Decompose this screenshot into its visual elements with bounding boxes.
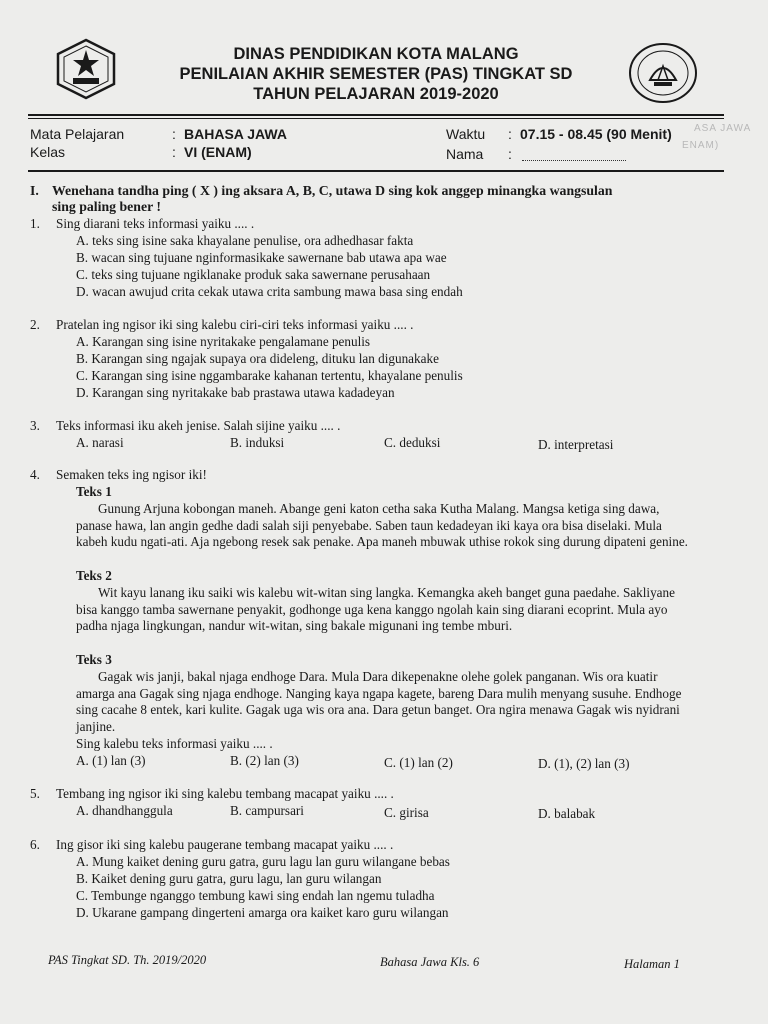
q5-option-d[interactable]: D. balabak: [538, 806, 596, 821]
q1-number: 1.: [30, 216, 40, 231]
q4-number: 4.: [30, 467, 40, 482]
q4-text: Semaken teks ing ngisor iki!: [56, 467, 207, 482]
q5-number: 5.: [30, 786, 40, 801]
q4-option-d[interactable]: D. (1), (2) lan (3): [538, 756, 630, 771]
time-label: Waktu: [446, 126, 486, 142]
header-agency: DINAS PENDIDIKAN KOTA MALANG: [233, 45, 519, 63]
q2-option-a[interactable]: A. Karangan sing isine nyritakake pengalamane penulis: [76, 334, 371, 349]
q4-teks1-title: Teks 1: [76, 484, 112, 499]
q5-option-c[interactable]: C. girisa: [384, 805, 429, 820]
q1-option-c[interactable]: C. teks sing tujuane ngiklanake produk saka sawernane perusahaan: [76, 267, 431, 282]
footer-subject: Bahasa Jawa Kls. 6: [380, 955, 480, 969]
q4-option-b[interactable]: B. (2) lan (3): [230, 753, 299, 768]
instruction-line-2: sing paling bener !: [52, 199, 161, 214]
q3-option-d[interactable]: D. interpretasi: [538, 437, 614, 452]
q4-teks2-paragraph: Wit kayu lanang iku saiki wis kalebu wit-witan sing langka. Kemangka akeh banget guna paedahe. Sakliyane bisa kanggo tamba sawernane penyakit, godhonge uga kena kanggo ngolah kain sing diarani ecoprint. Mula ayo padha njaga lingkungan, nandur wit-witan, sing bakale migunani ing tembe mburi.: [76, 585, 675, 633]
footer-exam-info: PAS Tingkat SD. Th. 2019/2020: [48, 953, 207, 967]
header-exam-title: PENILAIAN AKHIR SEMESTER (PAS) TINGKAT SD: [179, 65, 573, 83]
instruction-line-1: Wenehana tandha ping ( X ) ing aksara A, B, C, utawa D sing kok anggep minangka wangsulan: [52, 183, 613, 198]
stamp-text-2: ENAM): [682, 140, 720, 151]
q4-option-c[interactable]: C. (1) lan (2): [384, 755, 453, 770]
instruction-number: I.: [30, 183, 39, 198]
q2-option-b[interactable]: B. Karangan sing ngajak supaya ora dideleng, dituku lan digunakake: [76, 351, 439, 366]
name-label: Nama: [446, 146, 484, 162]
q4-teks1-paragraph: Gunung Arjuna kobongan maneh. Abange geni katon cetha saka Kutha Malang. Mangsa ketiga sing dawa, panase hawa, lan angin gedhe dadi salah siji penyebabe. Saben taun kedadeyan iki kaya ora bisa diselaki. Mula kabeh kudu ngati-ati. Aja ngebong resek sak penake. Apa maneh mbuwak uthise rokok sing durung dipateni genine.: [76, 501, 688, 549]
q5-option-b[interactable]: B. campursari: [230, 803, 304, 818]
q4-teks2-title: Teks 2: [76, 568, 112, 583]
q3-option-c[interactable]: C. deduksi: [384, 435, 441, 450]
q2-option-c[interactable]: C. Karangan sing isine nggambarake kahanan tertentu, khayalane penulis: [76, 368, 463, 383]
time-value: 07.15 - 08.45 (90 Menit): [520, 126, 672, 142]
q5-option-a[interactable]: A. dhandhanggula: [76, 803, 173, 818]
q4-teks3-paragraph: Gagak wis janji, bakal njaga endhoge Dara. Mula Dara dikepenakne olehe golek panganan. Wis ora kuatir amarga ana Gagak sing njaga endhoge. Nanging kaya ngapa kagete, bareng Dara mulih menyang susuhe. Endhoge sing cacahe 8 entek, kari kulite. Gagak uga wis ora ana. Dara getun banget. Ora ngira menawa Gagak wis nyidrani janjine.: [76, 669, 682, 734]
q1-text: Sing diarani teks informasi yaiku .... .: [56, 216, 255, 231]
q1-option-d[interactable]: D. wacan awujud crita cekak utawa crita sambung mawa basa sing endah: [76, 284, 463, 299]
subject-label: Mata Pelajaran: [30, 126, 125, 142]
subject-value: BAHASA JAWA: [184, 126, 287, 142]
q1-option-a[interactable]: A. teks sing isine saka khayalane penulise, ora adhedhasar fakta: [76, 233, 414, 248]
q6-option-b[interactable]: B. Kaiket dening guru gatra, guru lagu, lan guru wilangan: [76, 871, 382, 886]
q3-number: 3.: [30, 418, 40, 433]
header-academic-year: TAHUN PELAJARAN 2019-2020: [253, 85, 499, 103]
q2-number: 2.: [30, 317, 40, 332]
time-colon: :: [508, 126, 512, 142]
header-divider-thin: [28, 118, 724, 119]
header-divider: [28, 114, 724, 116]
q6-option-c[interactable]: C. Tembunge nganggo tembung kawi sing endah lan ngemu tuladha: [76, 888, 435, 903]
class-value: VI (ENAM): [184, 144, 252, 160]
q6-option-a[interactable]: A. Mung kaiket dening guru gatra, guru lagu lan guru wilangane bebas: [76, 854, 450, 869]
q6-text: Ing gisor iki sing kalebu paugerane tembang macapat yaiku .... .: [56, 837, 394, 852]
name-field[interactable]: [522, 148, 626, 161]
q2-text: Pratelan ing ngisor iki sing kalebu ciri-ciri teks informasi yaiku .... .: [56, 317, 414, 332]
q3-option-a[interactable]: A. narasi: [76, 435, 124, 450]
q2-option-d[interactable]: D. Karangan sing nyritakake bab prastawa utawa kadadeyan: [76, 385, 395, 400]
q1-option-b[interactable]: B. wacan sing tujuane nginformasikake sawernane bab utawa apa wae: [76, 250, 447, 265]
q6-number: 6.: [30, 837, 40, 852]
class-label: Kelas: [30, 144, 66, 160]
q5-text: Tembang ing ngisor iki sing kalebu tembang macapat yaiku .... .: [56, 786, 394, 801]
q3-option-b[interactable]: B. induksi: [230, 435, 285, 450]
info-divider: [28, 170, 724, 172]
footer-page-number: Halaman 1: [624, 957, 680, 971]
q4-teks3-title: Teks 3: [76, 652, 112, 667]
q6-option-d[interactable]: D. Ukarane gampang dingerteni amarga ora kaiket karo guru wilangan: [76, 905, 449, 920]
q3-text: Teks informasi iku akeh jenise. Salah sijine yaiku .... .: [56, 418, 341, 433]
q4-prompt: Sing kalebu teks informasi yaiku .... .: [76, 736, 273, 751]
q4-option-a[interactable]: A. (1) lan (3): [76, 753, 146, 768]
class-colon: :: [172, 144, 176, 160]
name-colon: :: [508, 146, 512, 162]
stamp-text-1: ASA JAWA: [694, 123, 752, 134]
subject-colon: :: [172, 126, 176, 142]
